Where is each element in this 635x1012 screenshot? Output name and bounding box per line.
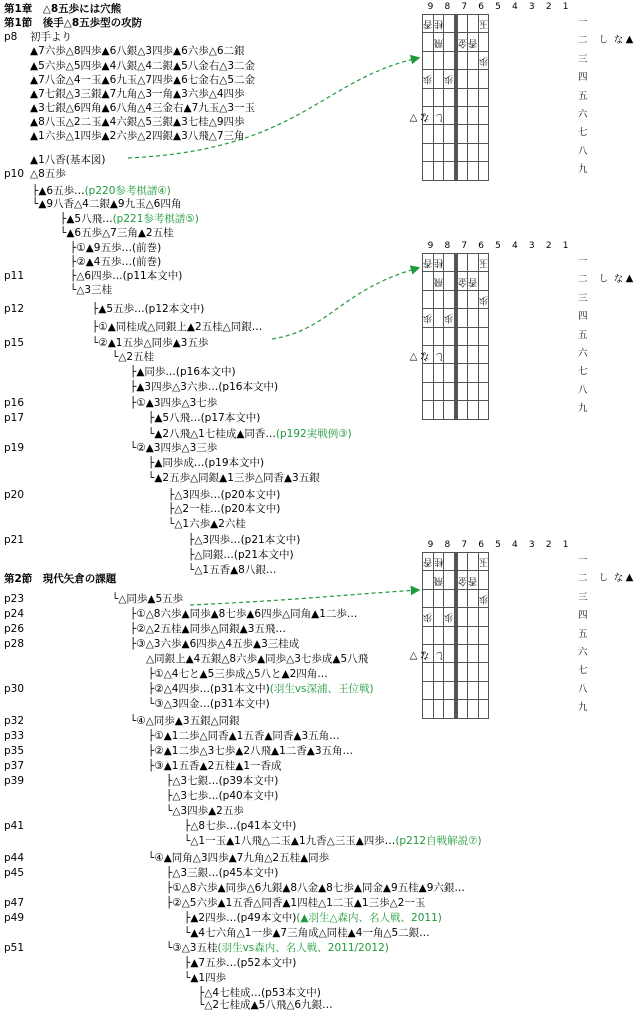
rank-label: 六 <box>578 348 588 360</box>
move-text: └▲6五歩△7三角▲2五桂 <box>60 227 174 239</box>
rank-label: 六 <box>578 109 588 121</box>
move-text: └④▲同角△3四歩▲7九角△2五桂▲同歩 <box>148 852 330 864</box>
rank-label: 八 <box>578 384 588 396</box>
move-text: ├△2一桂…(p20本文中) <box>168 503 281 515</box>
move-text: ▲5六歩△5四歩▲4八銀△4二銀▲5八金右△3二金 <box>30 60 256 72</box>
move-text: └▲2五歩△同銀▲1三歩△同香▲3五銀 <box>148 472 320 484</box>
piece: 桂 <box>433 257 444 269</box>
move-text: ├②▲1二歩△3七歩▲2八飛▲1二香▲3五角… <box>148 745 354 757</box>
reference-note: (p221参考棋譜⑤) <box>112 213 199 225</box>
move-text: ├△6四歩…(p11本文中) <box>70 270 183 282</box>
move-text: ├①△8六歩▲同歩△6九銀▲8八金▲8七歩▲同金▲9五桂▲9六銀… <box>166 882 465 894</box>
file-label: 3 <box>528 241 535 251</box>
reference-note: (▲羽生△森内、名人戦、2011) <box>296 912 442 924</box>
piece: 玉 <box>478 18 489 30</box>
move-text: ├③▲1五香▲2五桂▲1一香成 <box>148 760 282 772</box>
rank-label: 九 <box>578 702 588 714</box>
move-text: └△2五桂 <box>112 351 155 363</box>
file-label: 3 <box>528 540 535 550</box>
piece: 金 <box>457 574 468 586</box>
move-text: └④△同歩▲3五銀△同銀 <box>130 715 240 727</box>
page-ref: p15 <box>4 337 25 349</box>
page-ref: p51 <box>4 942 25 954</box>
rank-label: 三 <box>578 292 588 304</box>
move-text: └△2七桂成▲5八飛△6九銀… <box>198 999 333 1011</box>
move-text: ▲7六歩△8四歩▲6八銀△3四歩▲6六歩△6二銀 <box>30 45 245 57</box>
reference-note: (羽生vs深浦、王位戦) <box>269 683 374 695</box>
rank-label: 一 <box>578 17 588 28</box>
chapter-title: 第1章 △8五歩には穴熊 <box>4 3 122 15</box>
page-ref: p19 <box>4 442 25 454</box>
piece: 歩 <box>444 73 454 85</box>
file-label: 5 <box>495 241 501 251</box>
move-text: ├△同銀…(p21本文中) <box>188 549 294 561</box>
arrow-2 <box>272 268 418 339</box>
piece: 歩 <box>444 312 454 324</box>
piece: 香 <box>468 275 478 287</box>
page-ref: p33 <box>4 730 25 742</box>
move-text: ▲8八玉△2二玉▲4六銀△5三銀▲3七桂△9四歩 <box>30 116 245 128</box>
page-ref: p11 <box>4 270 25 282</box>
rank-label: 八 <box>578 145 588 157</box>
piece: 香 <box>468 574 478 586</box>
piece: 桂 <box>433 556 444 568</box>
move-text: └▲9八香△4二銀▲9九玉△6四角 <box>32 198 182 210</box>
move-text: ├▲6五歩… <box>32 185 85 197</box>
page-ref: p39 <box>4 775 25 787</box>
page-ref: p12 <box>4 303 25 315</box>
file-label: 3 <box>528 2 535 12</box>
gote-hand: ▽なし <box>408 112 447 123</box>
move-text: ├△3七歩…(p40本文中) <box>166 790 279 802</box>
move-text: ├△4七桂成…(p53本文中) <box>198 987 321 999</box>
move-text: └△1六歩▲2六桂 <box>168 518 246 530</box>
file-label: 8 <box>444 2 451 12</box>
move-text: ├①△8六歩▲同歩▲8七歩▲6四歩△同角▲1二歩… <box>130 608 358 620</box>
rank-label: 七 <box>578 665 588 677</box>
file-label: 6 <box>478 241 484 251</box>
move-text: ├▲5八飛… <box>60 213 113 225</box>
piece: 歩 <box>478 592 489 604</box>
file-label: 8 <box>444 241 451 251</box>
piece: 歩 <box>423 611 433 623</box>
page-ref: p8 <box>4 31 18 43</box>
rank-label: 五 <box>578 90 588 102</box>
file-label: 4 <box>512 241 518 251</box>
file-label: 1 <box>562 241 569 251</box>
page-ref: p45 <box>4 867 25 879</box>
move-text: ├▲5八飛…(p17本文中) <box>148 412 261 424</box>
arrow-3 <box>190 590 418 605</box>
reference-note: (羽生vs森内、名人戦、2011/2012) <box>217 942 389 954</box>
move-text: △同銀上▲4五銀△8六歩▲同歩△3七歩成▲5八飛 <box>146 653 369 665</box>
move-text: └△3四歩▲2五歩 <box>166 805 244 817</box>
file-label: 4 <box>512 540 518 550</box>
file-label: 7 <box>461 241 468 251</box>
rank-label: 三 <box>578 591 588 603</box>
move-text: ├△3四歩…(p20本文中) <box>168 489 281 501</box>
section-title: 第1節 後手△8五歩型の攻防 <box>4 17 143 29</box>
move-text: △8五歩 <box>30 168 66 180</box>
rank-label: 一 <box>578 555 588 566</box>
file-label: 8 <box>444 540 451 550</box>
move-text: └②▲3四歩△3三歩 <box>130 442 218 454</box>
rank-label: 六 <box>578 647 588 659</box>
move-text: └▲2八飛△1七桂成▲同香… <box>148 428 276 440</box>
piece: 香 <box>423 556 433 568</box>
page-ref: p32 <box>4 715 25 727</box>
file-label: 2 <box>545 2 552 12</box>
move-text: ├▲同歩成…(p19本文中) <box>148 457 265 469</box>
move-text: └△1五香▲8八銀… <box>188 564 277 576</box>
move-text: ▲1八香(基本図) <box>30 154 106 166</box>
page-ref: p16 <box>4 397 25 409</box>
page-ref: p49 <box>4 912 25 924</box>
page-ref: p17 <box>4 412 25 424</box>
move-text: ├△8七歩…(p41本文中) <box>184 820 297 832</box>
move-text: └③△3四金…(p31本文中) <box>148 698 270 710</box>
move-text: ▲7七銀△3三銀▲7九角△3一角▲3六歩△4四歩 <box>30 88 245 100</box>
move-text: └△同歩▲5五歩 <box>112 593 184 605</box>
piece: 桂 <box>433 18 444 30</box>
rank-label: 三 <box>578 53 588 65</box>
page-ref: p21 <box>4 534 25 546</box>
page-ref: p28 <box>4 638 25 650</box>
file-label: 6 <box>478 540 484 550</box>
reference-note: (p212自戦解説⑦) <box>395 835 482 847</box>
page-ref: p20 <box>4 489 25 501</box>
reference-note: (p192実戦例③) <box>275 428 352 440</box>
rank-label: 二 <box>578 573 588 585</box>
piece: 飛 <box>433 275 444 287</box>
move-text: ├△3四歩…(p21本文中) <box>188 534 301 546</box>
move-text: ├△3七銀…(p39本文中) <box>166 775 279 787</box>
file-label: 9 <box>427 540 434 550</box>
piece: 香 <box>468 36 478 48</box>
piece: 玉 <box>478 556 489 568</box>
sente-hand: ▲なし <box>596 34 635 45</box>
move-text: ├△3三銀…(p45本文中) <box>166 867 279 879</box>
reference-note: (p220参考棋譜④) <box>84 185 171 197</box>
piece: 歩 <box>478 54 489 66</box>
move-text: ├▲同歩…(p16本文中) <box>130 366 236 378</box>
piece: 歩 <box>423 312 433 324</box>
move-text: ├③△3六歩▲6四歩△4五歩▲3三桂成 <box>130 638 300 650</box>
piece: 金 <box>457 275 468 287</box>
file-label: 9 <box>427 2 434 12</box>
rank-label: 二 <box>578 274 588 286</box>
rank-label: 一 <box>578 256 588 267</box>
move-text: ├▲5五歩…(p12本文中) <box>92 303 205 315</box>
move-text: ├①▲9五歩…(前巻) <box>70 242 162 254</box>
file-label: 6 <box>478 2 484 12</box>
gote-hand: ▽なし <box>408 351 447 362</box>
move-text: ├②△5六歩▲1五香△同香▲1四桂△1二玉▲1三歩△2一玉 <box>166 897 426 909</box>
page-ref: p44 <box>4 852 25 864</box>
piece: 飛 <box>433 36 444 48</box>
move-text: └△3三桂 <box>70 284 113 296</box>
file-label: 7 <box>461 540 468 550</box>
file-label: 9 <box>427 241 434 251</box>
rank-label: 七 <box>578 366 588 378</box>
page-ref: p37 <box>4 760 25 772</box>
piece: 香 <box>423 18 433 30</box>
page-ref: p30 <box>4 683 25 695</box>
piece: 歩 <box>444 611 454 623</box>
file-label: 5 <box>495 2 501 12</box>
file-label: 1 <box>562 2 569 12</box>
rank-label: 七 <box>578 127 588 139</box>
rank-label: 四 <box>578 72 588 84</box>
move-text: ▲7八金△4一玉▲6九玉△7四歩▲6七金右△5二金 <box>30 74 256 86</box>
piece: 玉 <box>478 257 489 269</box>
rank-label: 九 <box>578 164 588 176</box>
file-label: 5 <box>495 540 501 550</box>
section-title: 第2節 現代矢倉の課題 <box>4 573 117 585</box>
arrow-1 <box>128 58 418 158</box>
move-text: ├①▲同桂成△同銀上▲2五桂△同銀… <box>92 321 263 333</box>
move-text: ├▲7五歩…(p52本文中) <box>184 957 297 969</box>
move-text: ├②▲4五歩…(前巻) <box>70 256 162 268</box>
move-text: ├①▲1二歩△同香▲1五香▲同香▲3五角… <box>148 730 340 742</box>
file-label: 2 <box>545 241 552 251</box>
file-label: 4 <box>512 2 518 12</box>
gote-hand: ▽なし <box>408 650 447 661</box>
move-text: ├②△4四歩…(p31本文中) <box>148 683 270 695</box>
file-label: 7 <box>461 2 468 12</box>
piece: 歩 <box>478 293 489 305</box>
piece: 金 <box>457 36 468 48</box>
move-text: ▲3七銀△6四角▲6八角△4三金右▲7九玉△3一玉 <box>30 102 256 114</box>
sente-hand: ▲なし <box>596 572 635 583</box>
page-ref: p35 <box>4 745 25 757</box>
page-ref: p41 <box>4 820 25 832</box>
page-ref: p23 <box>4 593 25 605</box>
move-text: ├▲3四歩△3六歩…(p16本文中) <box>130 381 279 393</box>
rank-label: 五 <box>578 628 588 640</box>
move-text: ├②△2五桂▲同歩△同銀▲3五飛… <box>130 623 286 635</box>
piece: 歩 <box>423 73 433 85</box>
piece: 飛 <box>433 574 444 586</box>
move-text: ├▲2四歩…(p49本文中) <box>184 912 297 924</box>
move-text: └②▲1五歩△同歩▲3五歩 <box>92 337 209 349</box>
move-text: └▲4七六角△1一歩▲7三角成△同桂▲4一角△5二銀… <box>184 927 430 939</box>
move-text: └▲1四歩 <box>184 972 227 984</box>
rank-label: 五 <box>578 329 588 341</box>
page-ref: p26 <box>4 623 25 635</box>
rank-label: 四 <box>578 311 588 323</box>
page-ref: p10 <box>4 168 25 180</box>
move-text: ▲1六歩△1四歩▲2六歩△2四銀▲3八飛△7三角 <box>30 130 245 142</box>
rank-label: 九 <box>578 403 588 415</box>
sente-hand: ▲なし <box>596 273 635 284</box>
page-ref: p24 <box>4 608 25 620</box>
move-text: ├①△4七と▲5三歩成△5八と▲2四角… <box>148 668 328 680</box>
move-text: 初手より <box>30 31 72 43</box>
rank-label: 八 <box>578 683 588 695</box>
file-label: 1 <box>562 540 569 550</box>
page-ref: p47 <box>4 897 25 909</box>
move-text: └③△3五桂 <box>166 942 218 954</box>
piece: 香 <box>423 257 433 269</box>
file-label: 2 <box>545 540 552 550</box>
rank-label: 四 <box>578 610 588 622</box>
move-text: ├①▲3四歩△3七歩 <box>130 397 218 409</box>
rank-label: 二 <box>578 35 588 47</box>
move-text: └△1一玉▲1八飛△二玉▲1九香△三玉▲四歩… <box>184 835 396 847</box>
